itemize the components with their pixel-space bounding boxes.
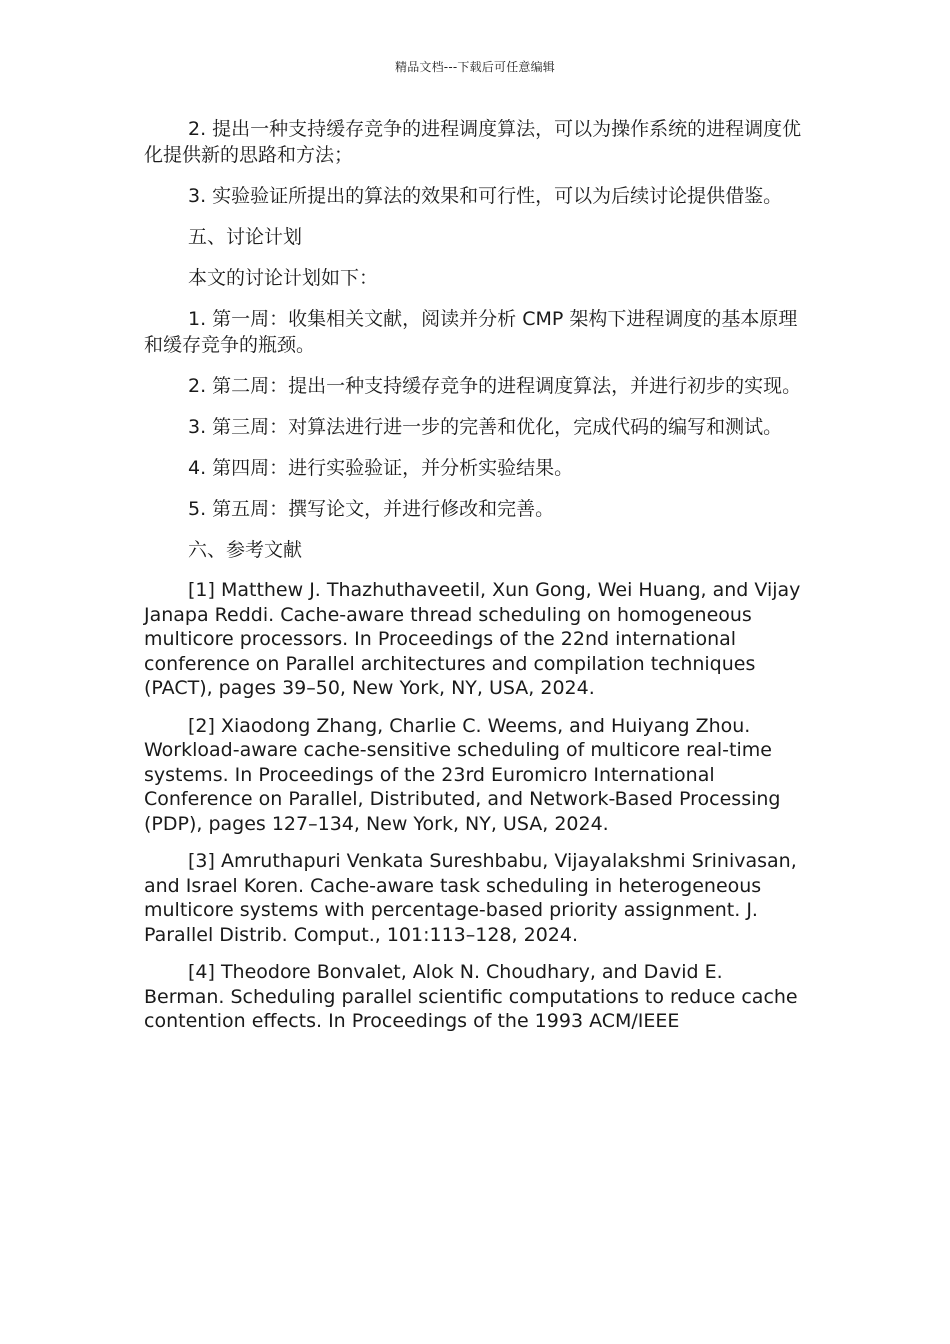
- plan-week-4: 4. 第四周：进行实验验证，并分析实验结果。: [188, 457, 574, 479]
- plan-week-5: 5. 第五周：撰写论文，并进行修改和完善。: [188, 498, 555, 520]
- goal-item-3: 3. 实验验证所提出的算法的效果和可行性，可以为后续讨论提供借鉴。: [188, 185, 783, 207]
- page-header: 精品文档---下载后可任意编辑: [395, 60, 555, 74]
- plan-intro: 本文的讨论计划如下：: [188, 267, 379, 289]
- plan-week-1: 1. 第一周：收集相关文献，阅读并分析 CMP 架构下进程调度的基本原理和缓存竞争的瓶颈。: [144, 308, 798, 356]
- plan-week-2: 2. 第二周：提出一种支持缓存竞争的进程调度算法，并进行初步的实现。: [188, 375, 802, 397]
- reference-3: [3] Amruthapuri Venkata Sureshbabu, Vijayalakshmi Srinivasan, and Israel Koren. Cache-aware task scheduling in heterogeneous multicore systems with percentage-based priority assignment. J. Parallel Distrib. Comput., 101:113–128, 2024.: [144, 850, 797, 946]
- section-heading-references: 六、参考文献: [188, 539, 303, 561]
- reference-2: [2] Xiaodong Zhang, Charlie C. Weems, and Huiyang Zhou. Workload-aware cache-sensitive scheduling of multicore real-time systems. In Proceedings of the 23rd Euromicro International Conference on Parallel, Distributed, and Network-Based Processing (PDP), pages 127–134, New York, NY, USA, 2024.: [144, 714, 781, 835]
- plan-week-3: 3. 第三周：对算法进行进一步的完善和优化，完成代码的编写和测试。: [188, 416, 783, 438]
- reference-4: [4] Theodore Bonvalet, Alok N. Choudhary, and David E. Berman. Scheduling parallel scientific computations to reduce cache contention effects. In Proceedings of the 1993 ACM/IEEE: [144, 961, 798, 1032]
- document-body: [144, 116, 806, 1047]
- section-heading-discussion-plan: 五、讨论计划: [188, 226, 303, 248]
- goal-item-2: 2. 提出一种支持缓存竞争的进程调度算法，可以为操作系统的进程调度优化提供新的思路和方法；: [144, 118, 802, 166]
- reference-1: [1] Matthew J. Thazhuthaveetil, Xun Gong, Wei Huang, and Vijay Janapa Reddi. Cache-aware thread scheduling on homogeneous multicore processors. In Proceedings of the 22nd international conference on Parallel architectures and compilation techniques (PACT), pages 39–50, New York, NY, USA, 2024.: [144, 579, 801, 699]
